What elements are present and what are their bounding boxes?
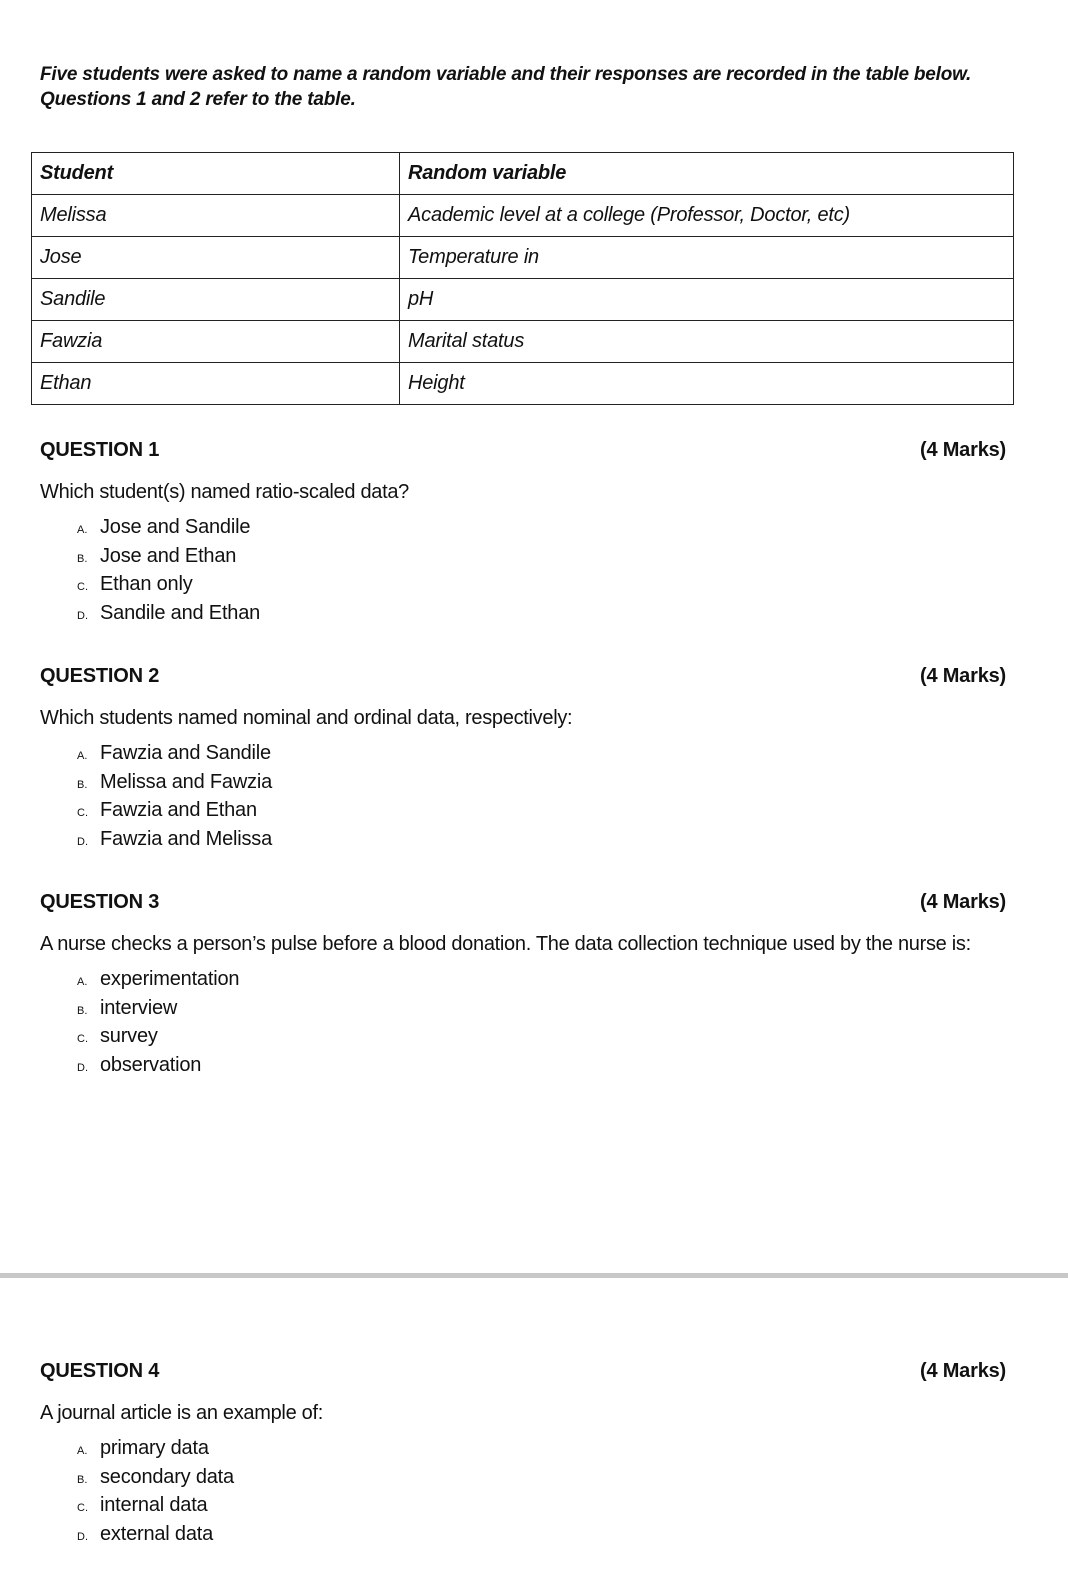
question-3 [40, 889, 1006, 1081]
option-text: Ethan only [100, 573, 193, 595]
question-2 [40, 663, 1006, 855]
option-b[interactable] [77, 544, 1006, 573]
question-header [40, 663, 1006, 689]
option-text: experimentation [100, 968, 240, 990]
question-marks: (4 Marks) [919, 439, 1006, 461]
option-text: observation [100, 1053, 202, 1076]
intro-line-2: Questions 1 and 2 refer to the table. [40, 89, 356, 110]
intro-text [40, 62, 1000, 112]
variable-cell: Height [400, 363, 1014, 405]
option-letter: B. [77, 1473, 88, 1486]
option-a[interactable] [77, 1436, 1006, 1465]
option-text: secondary data [100, 1465, 234, 1488]
option-a[interactable] [77, 967, 1006, 996]
question-text: A journal article is an example of: [40, 1402, 323, 1424]
student-cell: Fawzia [32, 321, 400, 363]
question-text: Which students named nominal and ordinal data, respectively: [40, 707, 573, 729]
option-text: survey [100, 1025, 158, 1047]
option-letter: B. [77, 552, 88, 565]
option-b[interactable] [77, 996, 1006, 1025]
question-title: QUESTION 2 [40, 665, 160, 687]
question-marks: (4 Marks) [919, 891, 1006, 913]
question-marks: (4 Marks) [919, 665, 1006, 687]
student-cell: Melissa [32, 195, 400, 237]
option-text: Jose and Sandile [100, 516, 251, 538]
question-header [40, 437, 1006, 463]
column-header-random-variable: Random variable [400, 153, 1014, 195]
option-b[interactable] [77, 770, 1006, 799]
option-letter: A. [77, 976, 88, 988]
question-1 [40, 437, 1006, 629]
answer-options [40, 1436, 1006, 1550]
option-letter: A. [77, 750, 88, 762]
question-text: A nurse checks a person’s pulse before a blood donation. The data collection technique used by the nurse is: [40, 933, 971, 955]
option-text: Fawzia and Melissa [100, 827, 273, 850]
table-row [32, 195, 1014, 237]
table-header-row [32, 153, 1014, 195]
question-marks: (4 Marks) [919, 1360, 1006, 1382]
question-title: QUESTION 3 [40, 891, 160, 913]
option-letter: D. [77, 609, 88, 622]
question-title: QUESTION 4 [40, 1360, 160, 1382]
question-text: Which student(s) named ratio-scaled data? [40, 481, 409, 503]
option-letter: D. [77, 1061, 88, 1074]
option-letter: B. [77, 1004, 88, 1017]
variable-cell: pH [400, 279, 1014, 321]
option-c[interactable] [77, 798, 1006, 827]
random-variable-table [31, 152, 1014, 405]
option-letter: C. [77, 807, 88, 819]
option-text: primary data [100, 1437, 209, 1459]
student-cell: Jose [32, 237, 400, 279]
option-letter: D. [77, 835, 88, 848]
column-header-student: Student [32, 153, 400, 195]
intro-line-1: Five students were asked to name a random variable and their responses are recorded in the table below. [40, 64, 972, 85]
option-text: interview [100, 996, 178, 1019]
option-text: Jose and Ethan [100, 544, 237, 567]
table-row [32, 237, 1014, 279]
option-d[interactable] [77, 601, 1006, 630]
variable-cell: Temperature in [400, 237, 1014, 279]
option-a[interactable] [77, 515, 1006, 544]
question-header [40, 1358, 1006, 1384]
question-header [40, 889, 1006, 915]
answer-options [40, 515, 1006, 629]
option-letter: C. [77, 581, 88, 593]
option-c[interactable] [77, 572, 1006, 601]
option-letter: D. [77, 1530, 88, 1543]
page-divider [0, 1273, 1068, 1278]
option-text: external data [100, 1522, 214, 1545]
student-cell: Sandile [32, 279, 400, 321]
table-row [32, 321, 1014, 363]
option-d[interactable] [77, 1053, 1006, 1082]
option-text: Fawzia and Ethan [100, 799, 257, 821]
answer-options [40, 967, 1006, 1081]
option-text: Sandile and Ethan [100, 601, 261, 624]
option-letter: A. [77, 1445, 88, 1457]
variable-cell: Marital status [400, 321, 1014, 363]
option-b[interactable] [77, 1465, 1006, 1494]
variable-cell: Academic level at a college (Professor, Doctor, etc) [400, 195, 1014, 237]
option-d[interactable] [77, 1522, 1006, 1551]
option-a[interactable] [77, 741, 1006, 770]
table-row [32, 279, 1014, 321]
option-letter: B. [77, 778, 88, 791]
option-d[interactable] [77, 827, 1006, 856]
question-4 [40, 1358, 1006, 1550]
question-title: QUESTION 1 [40, 439, 160, 461]
answer-options [40, 741, 1006, 855]
option-letter: C. [77, 1033, 88, 1045]
student-cell: Ethan [32, 363, 400, 405]
option-c[interactable] [77, 1024, 1006, 1053]
option-c[interactable] [77, 1493, 1006, 1522]
option-text: Melissa and Fawzia [100, 770, 273, 793]
option-text: Fawzia and Sandile [100, 742, 271, 764]
option-letter: C. [77, 1502, 88, 1514]
option-text: internal data [100, 1494, 208, 1516]
option-letter: A. [77, 524, 88, 536]
table-row [32, 363, 1014, 405]
